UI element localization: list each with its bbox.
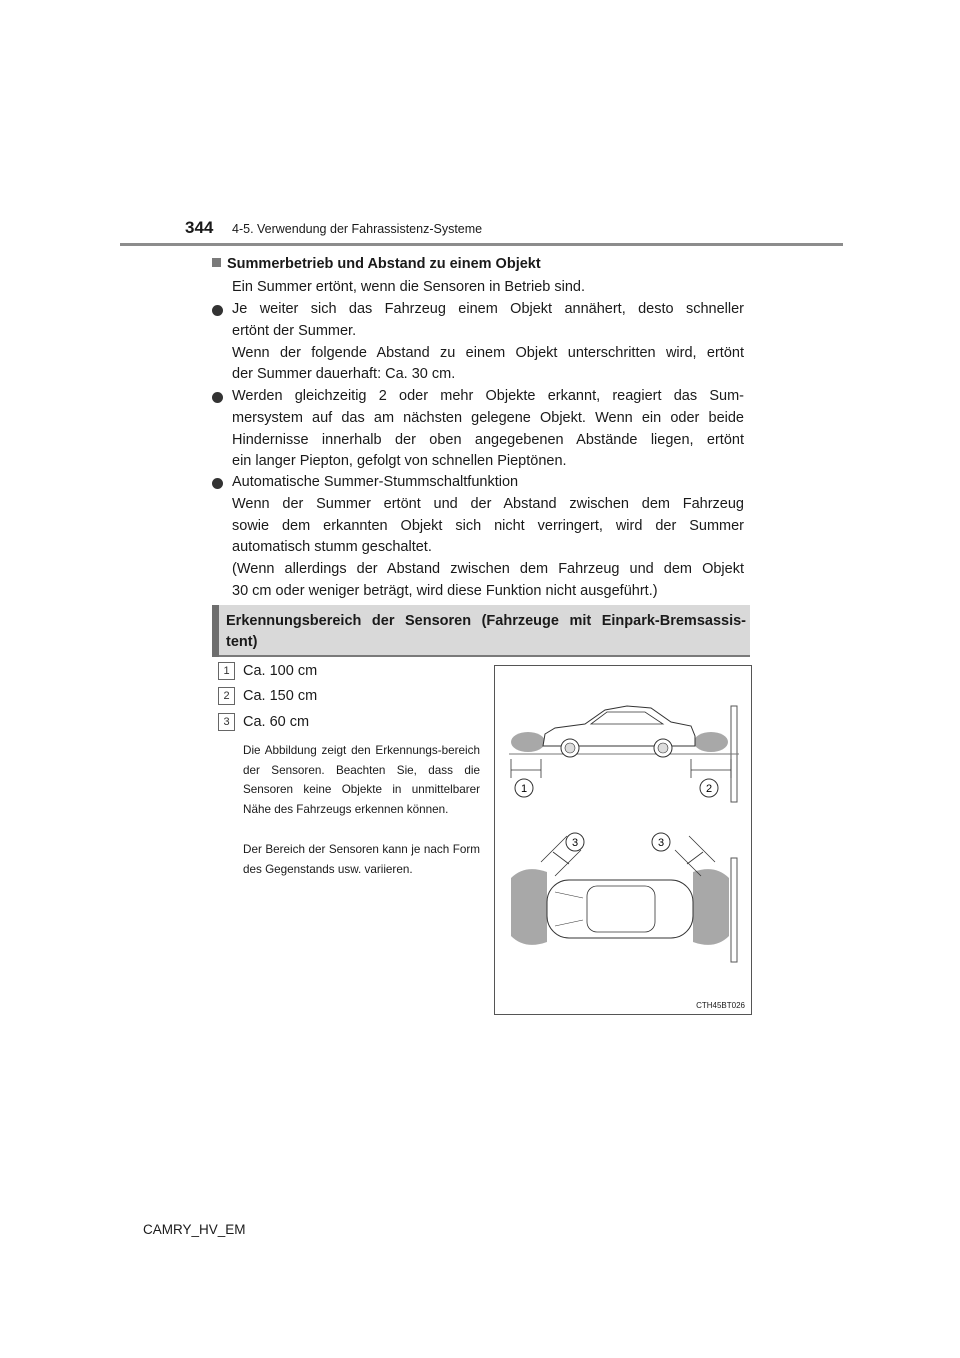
car-hub-rear — [658, 743, 668, 753]
bullet-line: (Wenn allerdings der Abstand zwischen dem Fahrzeug und dem Objekt — [232, 561, 744, 578]
dim-diag-left-a — [541, 836, 567, 862]
car-hub-front — [565, 743, 575, 753]
dim-diag-left-c — [553, 852, 569, 864]
sensor-zone-front-side — [511, 732, 545, 752]
bullet-line: Wenn der Summer ertönt und der Abstand zwischen dem Fahrzeug — [232, 495, 744, 512]
bullet-line: mersystem auf das am nächsten gelegene Objekt. Wenn ein oder beide — [232, 409, 744, 426]
sensor-zone-rear-top — [693, 869, 729, 945]
sensor-zone-rear-side — [694, 732, 728, 752]
sub-heading-text: Summerbetrieb und Abstand zu einem Objekt — [227, 256, 541, 272]
sensor-range-figure — [494, 665, 752, 1015]
bullet-item-2 — [212, 386, 744, 473]
bullet-dot-icon — [212, 478, 223, 489]
legend-item-2 — [218, 687, 317, 705]
intro-paragraph: Ein Summer ertönt, wenn die Sensoren in Betrieb sind. — [232, 279, 586, 295]
legend-item-1 — [218, 662, 317, 680]
sensor-range-illustration — [495, 666, 751, 1014]
bullet-line: 30 cm oder weniger beträgt, wird diese Funktion nicht ausgeführt.) — [232, 582, 658, 599]
bullet-line: der Summer dauerhaft: Ca. 30 cm. — [232, 366, 456, 383]
legend-item-3 — [218, 713, 309, 731]
detection-heading-line: Erkennungsbereich der Sensoren (Fahrzeuge mit Einpark-Bremsassis- — [226, 613, 746, 629]
callout-label-3-left: 3 — [571, 837, 579, 849]
bullet-line: Wenn der folgende Abstand zu einem Objekt unterschritten wird, ertönt — [232, 344, 744, 361]
bullet-dot-icon — [212, 392, 223, 403]
bullet-line: Werden gleichzeitig 2 oder mehr Objekte erkannt, reagiert das Sum- — [232, 388, 744, 404]
callout-label-2: 2 — [705, 783, 713, 795]
note-range-variation: Der Bereich der Sensoren kann je nach Form des Gegenstands usw. variieren. — [243, 843, 480, 876]
dim-diag-right-c — [687, 852, 703, 864]
callout-number: 1 — [218, 662, 235, 680]
legend-text: Ca. 150 cm — [243, 688, 318, 704]
detection-heading-line: tent) — [226, 634, 258, 650]
detection-heading-box — [212, 605, 750, 657]
callout-label-1: 1 — [520, 783, 528, 795]
section-title: 4-5. Verwendung der Fahrassistenz-Systeme — [232, 222, 483, 236]
sub-heading-summer — [212, 256, 541, 272]
bullet-line: automatisch stumm geschaltet. — [232, 539, 432, 556]
callout-number: 2 — [218, 687, 235, 705]
dim-diag-right-b — [689, 836, 715, 862]
wall-top — [731, 858, 737, 962]
bullet-item-3 — [212, 472, 744, 603]
bullet-line: ein langer Piepton, gefolgt von schnellen Pieptönen. — [232, 453, 567, 470]
legend-text: Ca. 60 cm — [243, 714, 310, 730]
bullet-item-1 — [212, 299, 744, 386]
sensor-zone-front-top — [511, 869, 547, 945]
square-bullet-icon — [212, 258, 221, 267]
bullet-line: sowie dem erkannten Objekt sich nicht verringert, wird der Summer — [232, 517, 744, 534]
page-number: 344 — [185, 218, 214, 237]
bullet-line: Hindernisse innerhalb der oben angegebenen Abstände liegen, ertönt — [232, 431, 744, 448]
callout-label-3-right: 3 — [657, 837, 665, 849]
bullet-line: ertönt der Summer. — [232, 322, 357, 339]
footer-model: CAMRY_HV_EM — [143, 1222, 246, 1237]
callout-number: 3 — [218, 713, 235, 731]
car-top-cabin — [587, 886, 655, 932]
bullet-line: Automatische Summer-Stummschaltfunktion — [232, 474, 519, 490]
header-rule — [120, 243, 843, 246]
bullet-line: Je weiter sich das Fahrzeug einem Objekt annähert, desto schneller — [232, 301, 744, 317]
legend-text: Ca. 100 cm — [243, 663, 318, 679]
bullet-dot-icon — [212, 305, 223, 316]
note-detection-range: Die Abbildung zeigt den Erkennungs-bereich der Sensoren. Beachten Sie, dass die Sensoren keine Objekte in unmittelbarer Nähe des Fahrzeugs erkennen können. — [243, 744, 480, 816]
figure-code: CTH45BT026 — [696, 1001, 745, 1010]
heading-accent-bar — [212, 605, 219, 657]
